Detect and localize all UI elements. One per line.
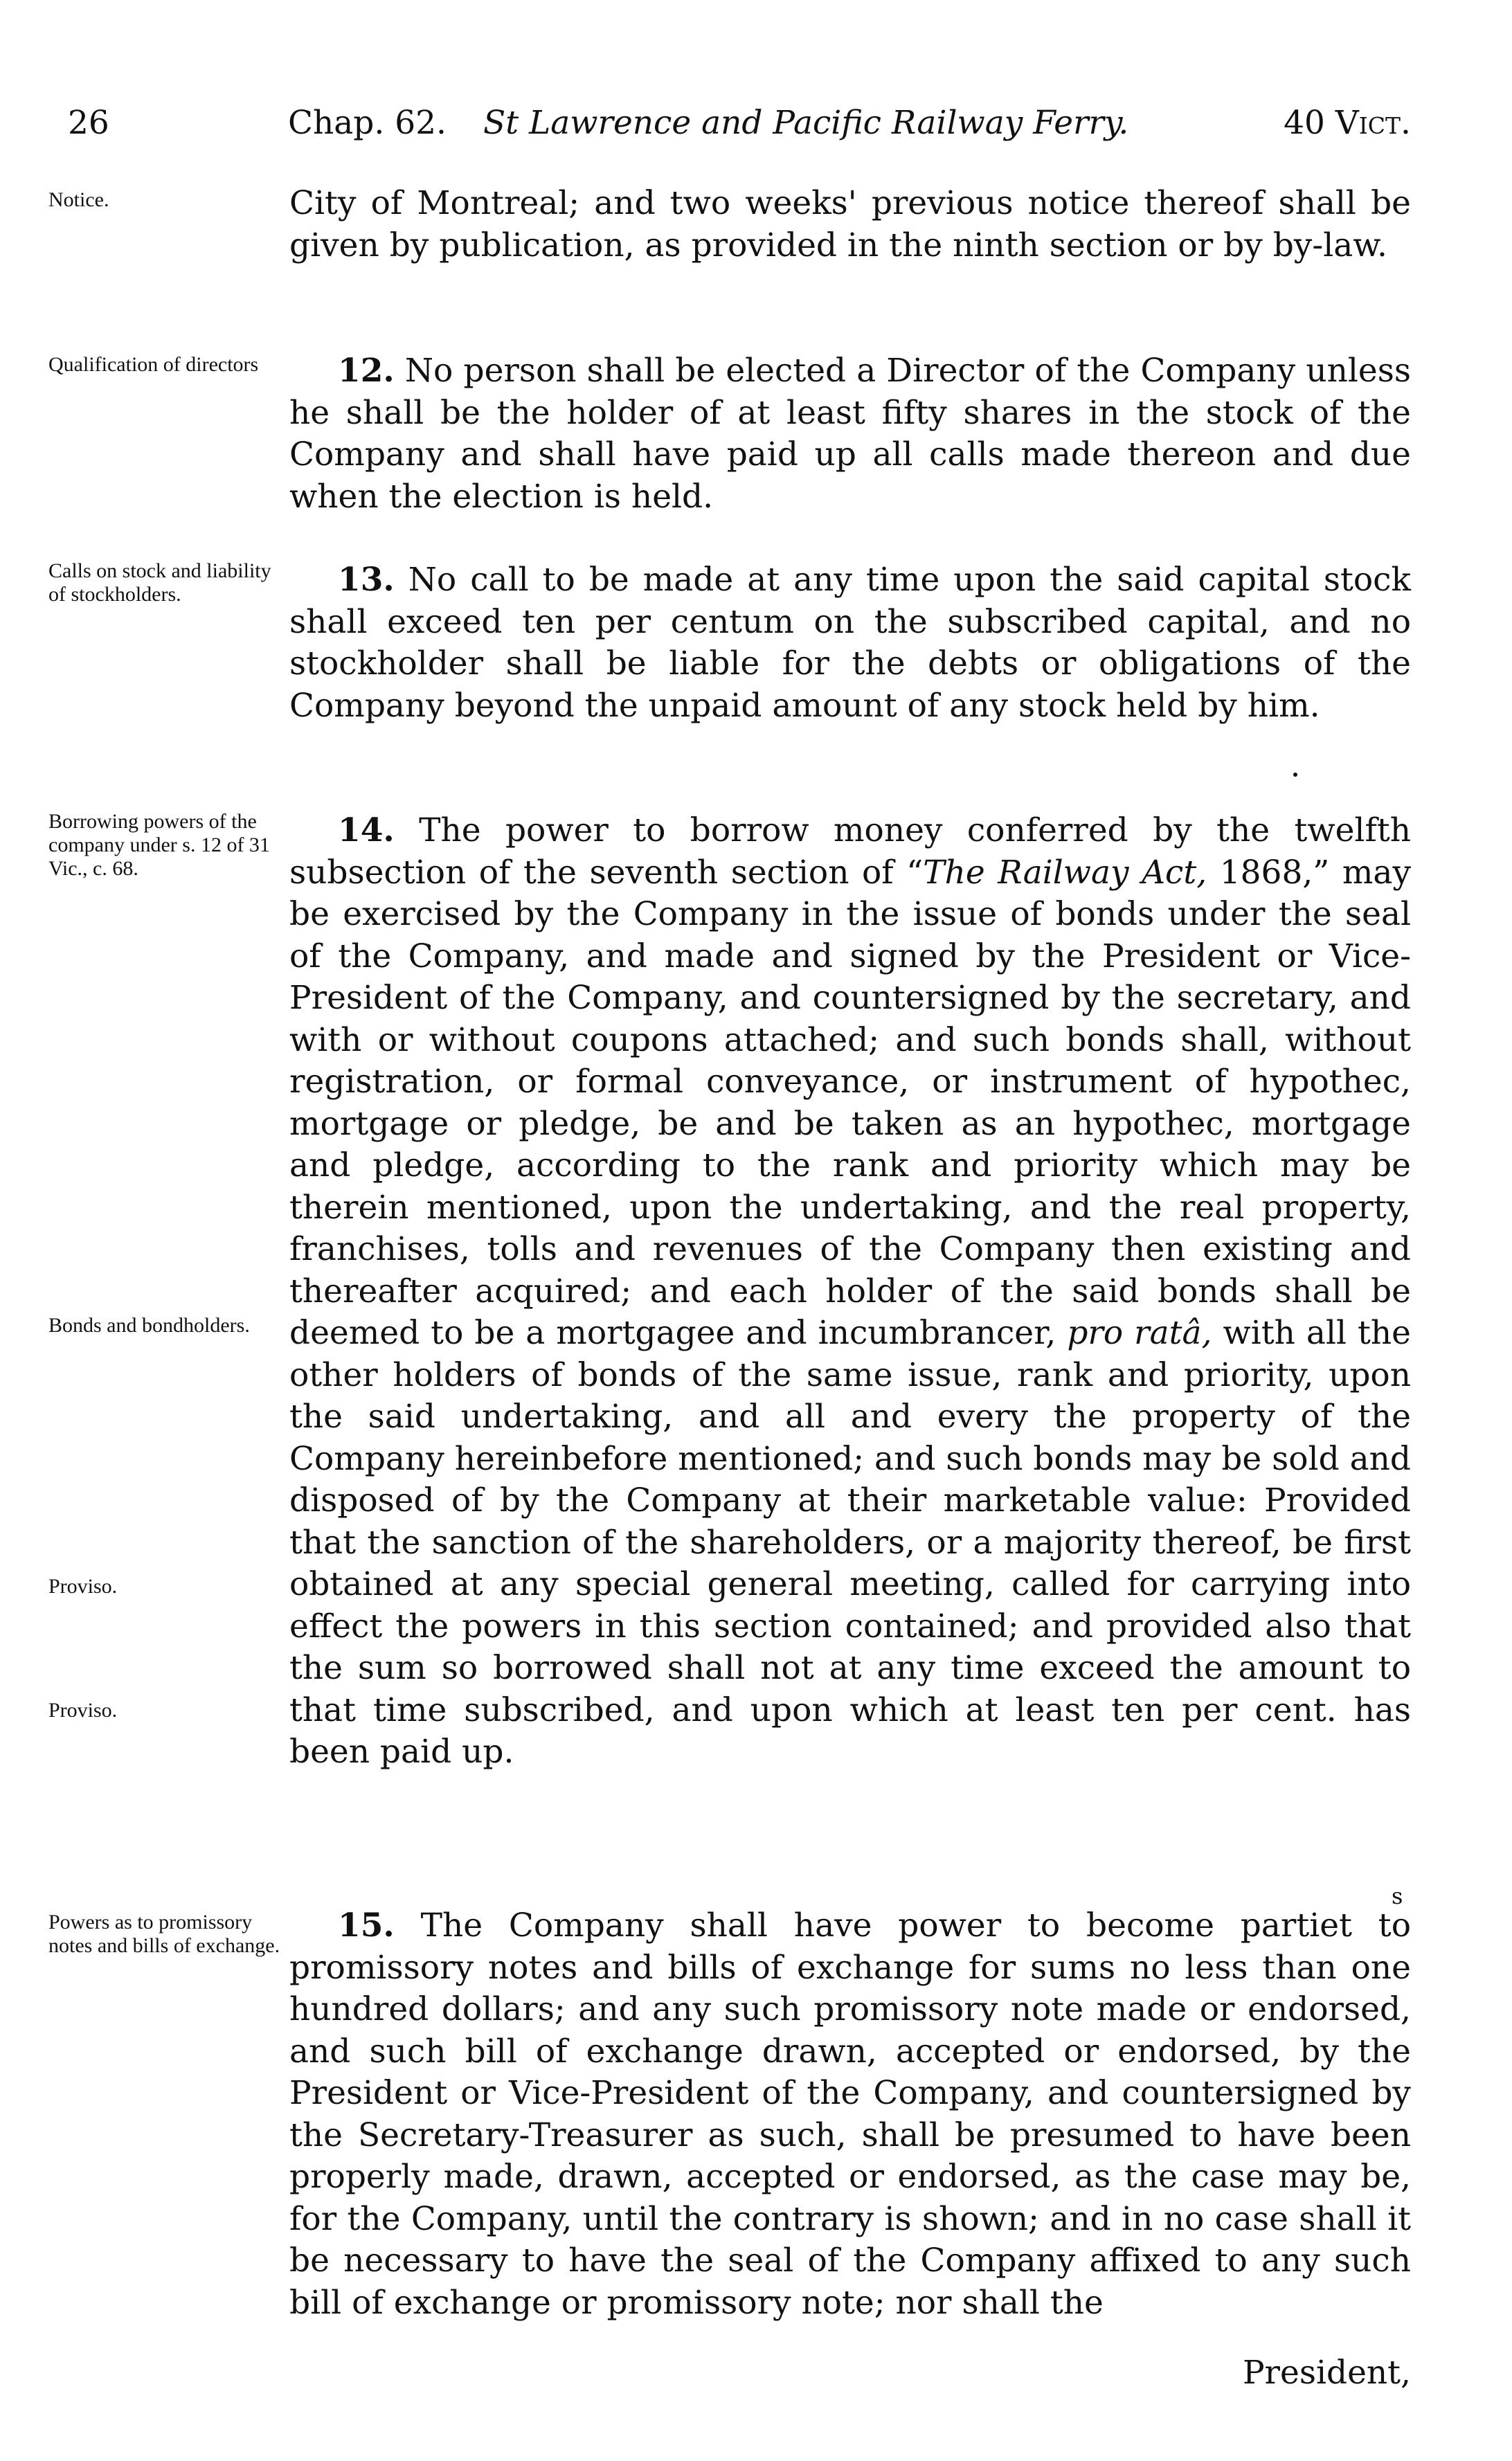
page-end-word: President, — [1242, 2354, 1411, 2392]
catchmark: s — [1392, 1883, 1403, 1909]
section-12-text: No person shall be elected a Director of the Company unless he shall be the holder of at least fifty shares in the stock of the Company and shall have paid up all calls made thereon and due when the election is held. — [289, 352, 1411, 516]
section-14-text-c: with all the other holders of bonds of the same issue, rank and priority, upon the said undertaking, and all and every the property of the Company hereinbefore mentioned; and such bonds may be sold and disposed of by the Company at their marketable value: Provided that the sanction of the shareholders, or a majority thereof, be first obtained at any special general meeting, called for carrying into effect the powers in this section contained; and provided also that the sum so borrowed shall not at any time exceed the amount to that time subscribed, and upon which at least ten per cent. has been paid up. — [289, 1314, 1411, 1771]
margin-note-borrowing: Borrowing powers of the company under s. 12 of 31 Vic., c. 68. — [48, 810, 270, 880]
margin-note-proviso-2: Proviso. — [48, 1699, 118, 1722]
section-13-text: No call to be made at any time upon the said capital stock shall exceed ten per centum on the subscribed capital, and no stockholder shall be liable for the debts or obligations of the Company beyond the unpaid amount of any stock held by him. — [289, 561, 1411, 725]
margin-note-bonds: Bonds and bondholders. — [48, 1314, 250, 1337]
margin-note-proviso-1: Proviso. — [48, 1575, 118, 1598]
page-title: St Lawrence and Pacific Railway Ferry. — [483, 104, 1129, 142]
section-13 — [289, 559, 1411, 727]
section-14-text-a: The power to borrow money conferred by the twelfth subsection of the seventh section of “ — [289, 811, 1411, 892]
page-number: 26 — [68, 104, 109, 142]
section-14-number: 14. — [338, 811, 395, 849]
section-15-number: 15. — [338, 1906, 395, 1945]
regnal-year: 40 Vict. — [1284, 104, 1411, 142]
section-14-text-b: 1868,” may be exercised by the Company in the issue of bonds under the seal of the Company, and made and signed by the President or Vice-President of the Company, and countersigned by the secretary, and with or without coupons attached; and such bonds shall, without registration, or formal conveyance, or instrument of hypothec, mortgage or pledge, be and be taken as an hypothec, mortgage and pledge, according to the rank and priority which may be therein mentioned, upon the undertaking, and the real property, franchises, tolls and revenues of the Company then existing and thereafter acquired; and each holder of the said bonds shall be deemed to be a mortgagee and incumbrancer, — [289, 853, 1411, 1352]
margin-note-calls: Calls on stock and liability of stockholders. — [48, 559, 271, 606]
section-15 — [289, 1905, 1411, 2324]
section-12 — [289, 350, 1411, 518]
running-header — [68, 104, 1411, 166]
section-13-number: 13. — [338, 561, 395, 599]
stray-mark — [1293, 773, 1297, 777]
section-14 — [289, 810, 1411, 1774]
margin-note-qualification: Qualification of directors — [48, 353, 259, 376]
section-12-number: 12. — [338, 352, 395, 390]
section-14-pro-rata: pro ratâ, — [1067, 1314, 1212, 1352]
margin-note-promissory-notes: Powers as to promissory notes and bills of exchange. — [48, 1911, 280, 1957]
margin-note-notice: Notice. — [48, 188, 109, 211]
section-15-text: The Company shall have power to become partiet to promissory notes and bills of exchange for sums no less than one hundred dollars; and any such promissory note made or endorsed, and such bill of exchange drawn, accepted or endorsed, by the President or Vice-President of the Company, and countersigned by the Secretary-Treasurer as such, shall be presumed to have been properly made, drawn, accepted or endorsed, as the case may be, for the Company, until the contrary is shown; and in no case shall it be necessary to have the seal of the Company affixed to any such bill of exchange or promissory note; nor shall the — [289, 1906, 1411, 2322]
section-14-act-name: The Railway Act, — [923, 853, 1207, 892]
section-11-continuation: City of Montreal; and two weeks' previous notice thereof shall be given by publication, as provided in the ninth section or by by-law. — [289, 184, 1411, 264]
chapter-label: Chap. 62. — [288, 104, 447, 142]
